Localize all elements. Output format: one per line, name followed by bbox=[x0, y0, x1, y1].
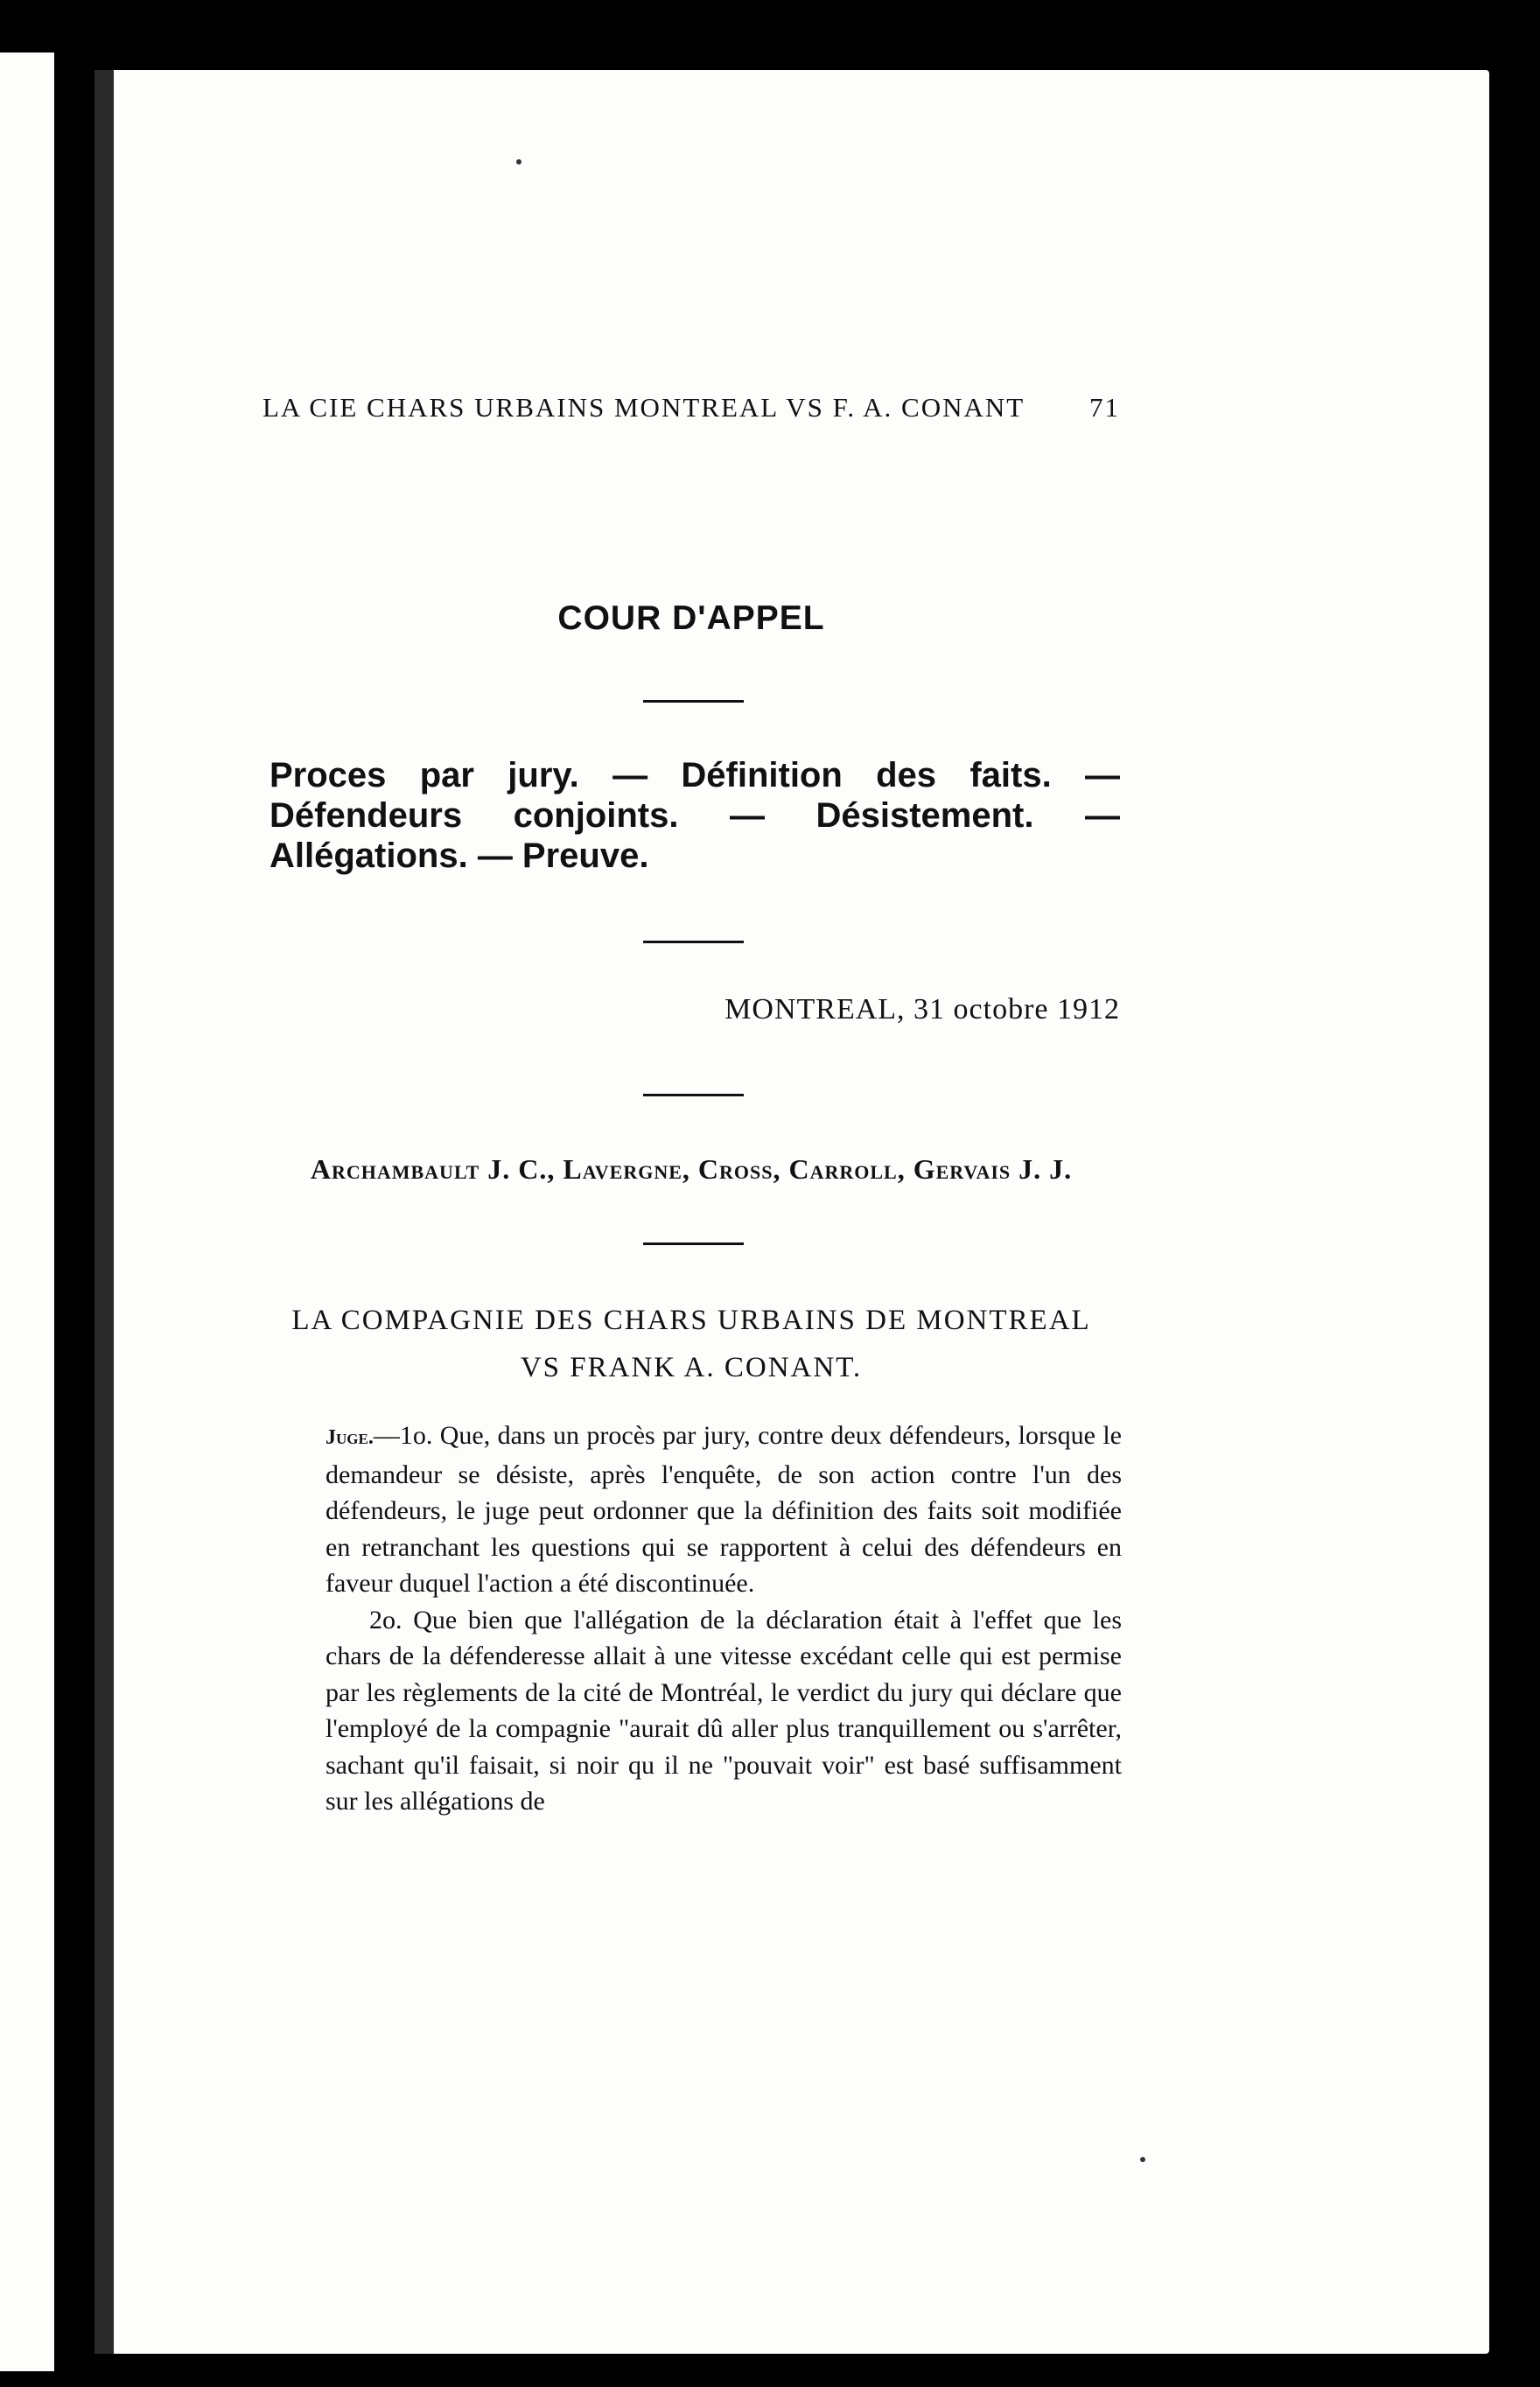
case-parties bbox=[262, 1297, 1120, 1391]
parties-line-2: VS FRANK A. CONANT. bbox=[520, 1352, 863, 1383]
scan-speck bbox=[1140, 2157, 1145, 2162]
divider-rule bbox=[643, 1242, 744, 1245]
page-number: 71 bbox=[1089, 392, 1120, 423]
divider-rule bbox=[643, 941, 744, 943]
paragraph-1 bbox=[326, 1418, 1122, 1602]
running-head-title: LA CIE CHARS URBAINS MONTREAL VS F. A. CONANT bbox=[262, 392, 1026, 423]
judgment-summary bbox=[326, 1418, 1122, 1820]
court-heading: COUR D'APPEL bbox=[557, 599, 825, 637]
judges-line: Archambault J. C., Lavergne, Cross, Carroll, Gervais J. J. bbox=[310, 1153, 1073, 1185]
paragraph-2: 2o. Que bien que l'allégation de la déclaration était à l'effet que les chars de la défenderesse allait à une vitesse excédant celle qui est permise par les règlements de la cité de Montréal, le verdict du jury qui déclare que l'employé de la compagnie "aurait dû aller plus tranquillement ou s'arrêter, sachant qu'il faisait, si noir qu il ne "pouvait voir" est basé suffisamment sur les allégations de bbox=[326, 1605, 1122, 1816]
parties-line-1: LA COMPAGNIE DES CHARS URBAINS DE MONTREAL bbox=[291, 1305, 1091, 1336]
paragraph-1-text: —1o. Que, dans un procès par jury, contre deux défendeurs, lorsque le demandeur se désiste, après l'enquête, de son action contre l'un des défendeurs, le juge peut ordonner que la définition des faits soit modifiée en retranchant les questions qui se rapportent à celui des défendeurs en faveur duquel l'action a été discontinuée. bbox=[326, 1421, 1122, 1598]
facing-page-edge bbox=[0, 52, 54, 2371]
scan-speck bbox=[516, 159, 522, 164]
divider-rule bbox=[643, 700, 744, 703]
date-line: MONTREAL, 31 octobre 1912 bbox=[724, 993, 1120, 1026]
lead-word: Juge. bbox=[326, 1426, 374, 1449]
headnote: Proces par jury. — Définition des faits. — Défendeurs conjoints. — Désistement. — Allégations. — Preuve. bbox=[270, 756, 1120, 875]
running-head bbox=[262, 392, 1120, 424]
divider-rule bbox=[643, 1094, 744, 1096]
page-gutter-shadow bbox=[94, 70, 114, 2354]
